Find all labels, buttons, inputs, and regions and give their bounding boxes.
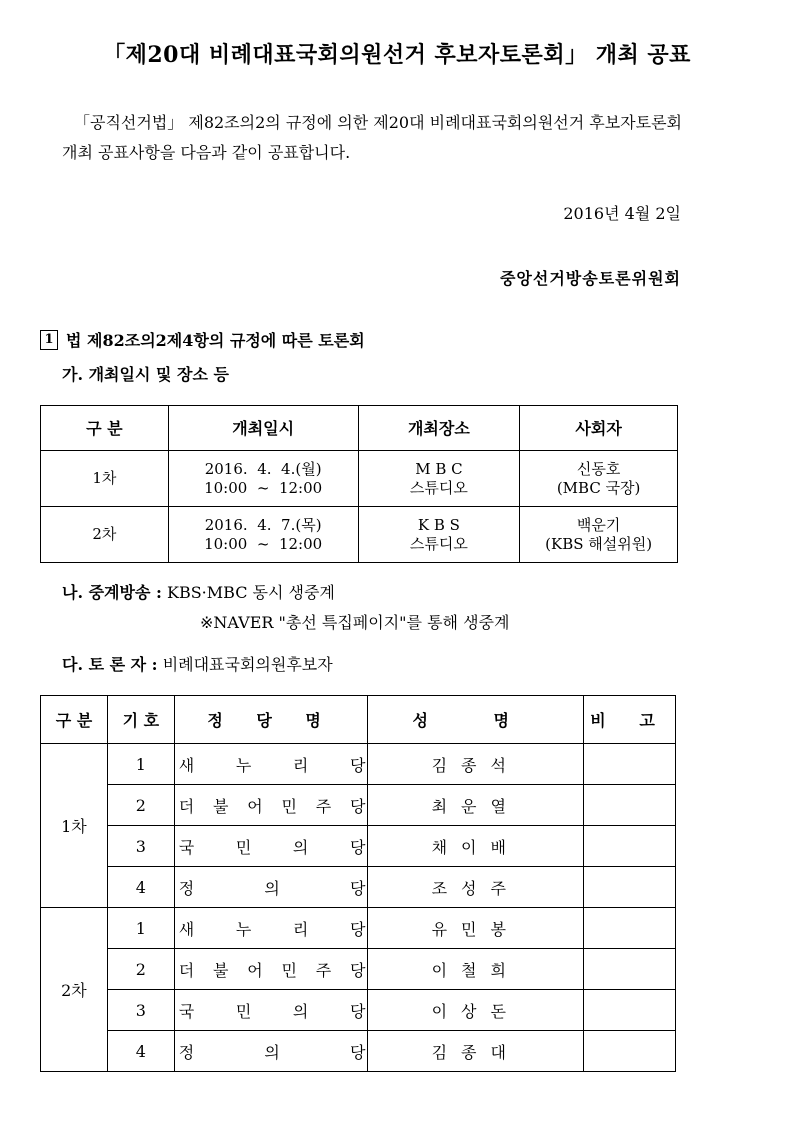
candidate-remarks bbox=[584, 908, 676, 949]
announcement-date: 2016년 4월 2일 bbox=[563, 204, 681, 223]
candidate-remarks bbox=[584, 990, 676, 1031]
schedule-venue bbox=[358, 451, 520, 507]
header-name: 성 명 bbox=[368, 696, 584, 744]
candidate-party: 새 누 리 당 bbox=[174, 744, 368, 785]
candidate-row bbox=[41, 744, 676, 785]
venue-name: K B S bbox=[417, 515, 460, 534]
candidate-party: 정 의 당 bbox=[174, 867, 368, 908]
header-datetime: 개최일시 bbox=[168, 406, 358, 451]
broadcast-value: KBS·MBC 동시 생중계 bbox=[167, 583, 335, 602]
schedule-division: 2차 bbox=[41, 507, 169, 563]
header-symbol: 기 호 bbox=[107, 696, 174, 744]
schedule-datetime bbox=[168, 507, 358, 563]
candidate-name: 김종석 bbox=[368, 744, 584, 785]
debaters-label: 다. 토 론 자 : bbox=[62, 655, 158, 674]
section-1-heading bbox=[40, 328, 365, 351]
header-host: 사회자 bbox=[520, 406, 678, 451]
candidates-table bbox=[40, 695, 676, 1072]
candidate-party: 국 민 의 당 bbox=[174, 990, 368, 1031]
venue-name: M B C bbox=[415, 459, 463, 478]
document-title: 「제20대 비례대표국회의원선거 후보자토론회」 개최 공표 bbox=[103, 42, 691, 68]
candidate-symbol: 3 bbox=[107, 990, 174, 1031]
candidate-party: 국 민 의 당 bbox=[174, 826, 368, 867]
section-1-title: 법 제82조의2제4항의 규정에 따른 토론회 bbox=[66, 331, 365, 350]
broadcast-note: ※NAVER "총선 특집페이지"를 통해 생중계 bbox=[200, 613, 510, 632]
candidate-name: 최운열 bbox=[368, 785, 584, 826]
host-name: 백운기 bbox=[576, 515, 621, 534]
candidate-name: 조성주 bbox=[368, 867, 584, 908]
schedule-row bbox=[41, 451, 678, 507]
candidate-row bbox=[41, 1031, 676, 1072]
candidate-symbol: 1 bbox=[107, 908, 174, 949]
header-division: 구 분 bbox=[41, 406, 169, 451]
intro-paragraph: 「공직선거법」 제82조의2의 규정에 의한 제20대 비례대표국회의원선거 후보자토론회 개최 공표사항을 다음과 같이 공표합니다. bbox=[62, 113, 683, 162]
candidate-party: 더 불 어 민 주 당 bbox=[174, 785, 368, 826]
candidate-row bbox=[41, 949, 676, 990]
candidate-symbol: 3 bbox=[107, 826, 174, 867]
section-number-box: 1 bbox=[40, 330, 58, 350]
schedule-time: 10:00 ~ 12:00 bbox=[204, 478, 323, 497]
candidate-party: 정 의 당 bbox=[174, 1031, 368, 1072]
candidate-name: 김종대 bbox=[368, 1031, 584, 1072]
organization-name: 중앙선거방송토론위원회 bbox=[499, 269, 681, 288]
schedule-division: 1차 bbox=[41, 451, 169, 507]
candidate-remarks bbox=[584, 1031, 676, 1072]
candidate-symbol: 2 bbox=[107, 949, 174, 990]
candidate-row bbox=[41, 908, 676, 949]
header-venue: 개최장소 bbox=[358, 406, 520, 451]
debaters-value: 비례대표국회의원후보자 bbox=[162, 655, 333, 674]
subheading-ga: 가. 개최일시 및 장소 등 bbox=[62, 365, 229, 384]
candidate-remarks bbox=[584, 867, 676, 908]
candidate-row bbox=[41, 867, 676, 908]
candidate-name: 이상돈 bbox=[368, 990, 584, 1031]
header-remarks: 비 고 bbox=[584, 696, 676, 744]
schedule-date: 2016. 4. 7.(목) bbox=[204, 515, 322, 534]
candidate-remarks bbox=[584, 826, 676, 867]
schedule-header-row bbox=[41, 406, 678, 451]
broadcast-line bbox=[62, 580, 335, 603]
host-title: (MBC 국장) bbox=[556, 478, 641, 497]
schedule-time: 10:00 ~ 12:00 bbox=[204, 534, 323, 553]
candidate-symbol: 4 bbox=[107, 867, 174, 908]
schedule-table bbox=[40, 405, 678, 563]
header-division: 구 분 bbox=[41, 696, 108, 744]
schedule-venue bbox=[358, 507, 520, 563]
venue-sub: 스튜디오 bbox=[409, 478, 468, 497]
candidate-name: 채이배 bbox=[368, 826, 584, 867]
venue-sub: 스튜디오 bbox=[409, 534, 468, 553]
candidate-symbol: 2 bbox=[107, 785, 174, 826]
candidate-symbol: 4 bbox=[107, 1031, 174, 1072]
round-division: 1차 bbox=[41, 744, 108, 908]
candidate-remarks bbox=[584, 949, 676, 990]
schedule-date: 2016. 4. 4.(월) bbox=[204, 459, 322, 478]
host-name: 신동호 bbox=[576, 459, 621, 478]
schedule-host bbox=[520, 451, 678, 507]
broadcast-label: 나. 중계방송 : bbox=[62, 583, 162, 602]
candidate-party: 더 불 어 민 주 당 bbox=[174, 949, 368, 990]
candidate-name: 유민봉 bbox=[368, 908, 584, 949]
candidate-remarks bbox=[584, 785, 676, 826]
debaters-line bbox=[62, 652, 333, 675]
schedule-row bbox=[41, 507, 678, 563]
candidate-row bbox=[41, 826, 676, 867]
schedule-datetime bbox=[168, 451, 358, 507]
candidates-header-row bbox=[41, 696, 676, 744]
host-title: (KBS 해설위원) bbox=[545, 534, 653, 553]
header-party: 정 당 명 bbox=[174, 696, 368, 744]
candidate-party: 새 누 리 당 bbox=[174, 908, 368, 949]
candidate-remarks bbox=[584, 744, 676, 785]
candidate-name: 이철희 bbox=[368, 949, 584, 990]
candidate-symbol: 1 bbox=[107, 744, 174, 785]
round-division: 2차 bbox=[41, 908, 108, 1072]
candidate-row bbox=[41, 990, 676, 1031]
candidate-row bbox=[41, 785, 676, 826]
schedule-host bbox=[520, 507, 678, 563]
